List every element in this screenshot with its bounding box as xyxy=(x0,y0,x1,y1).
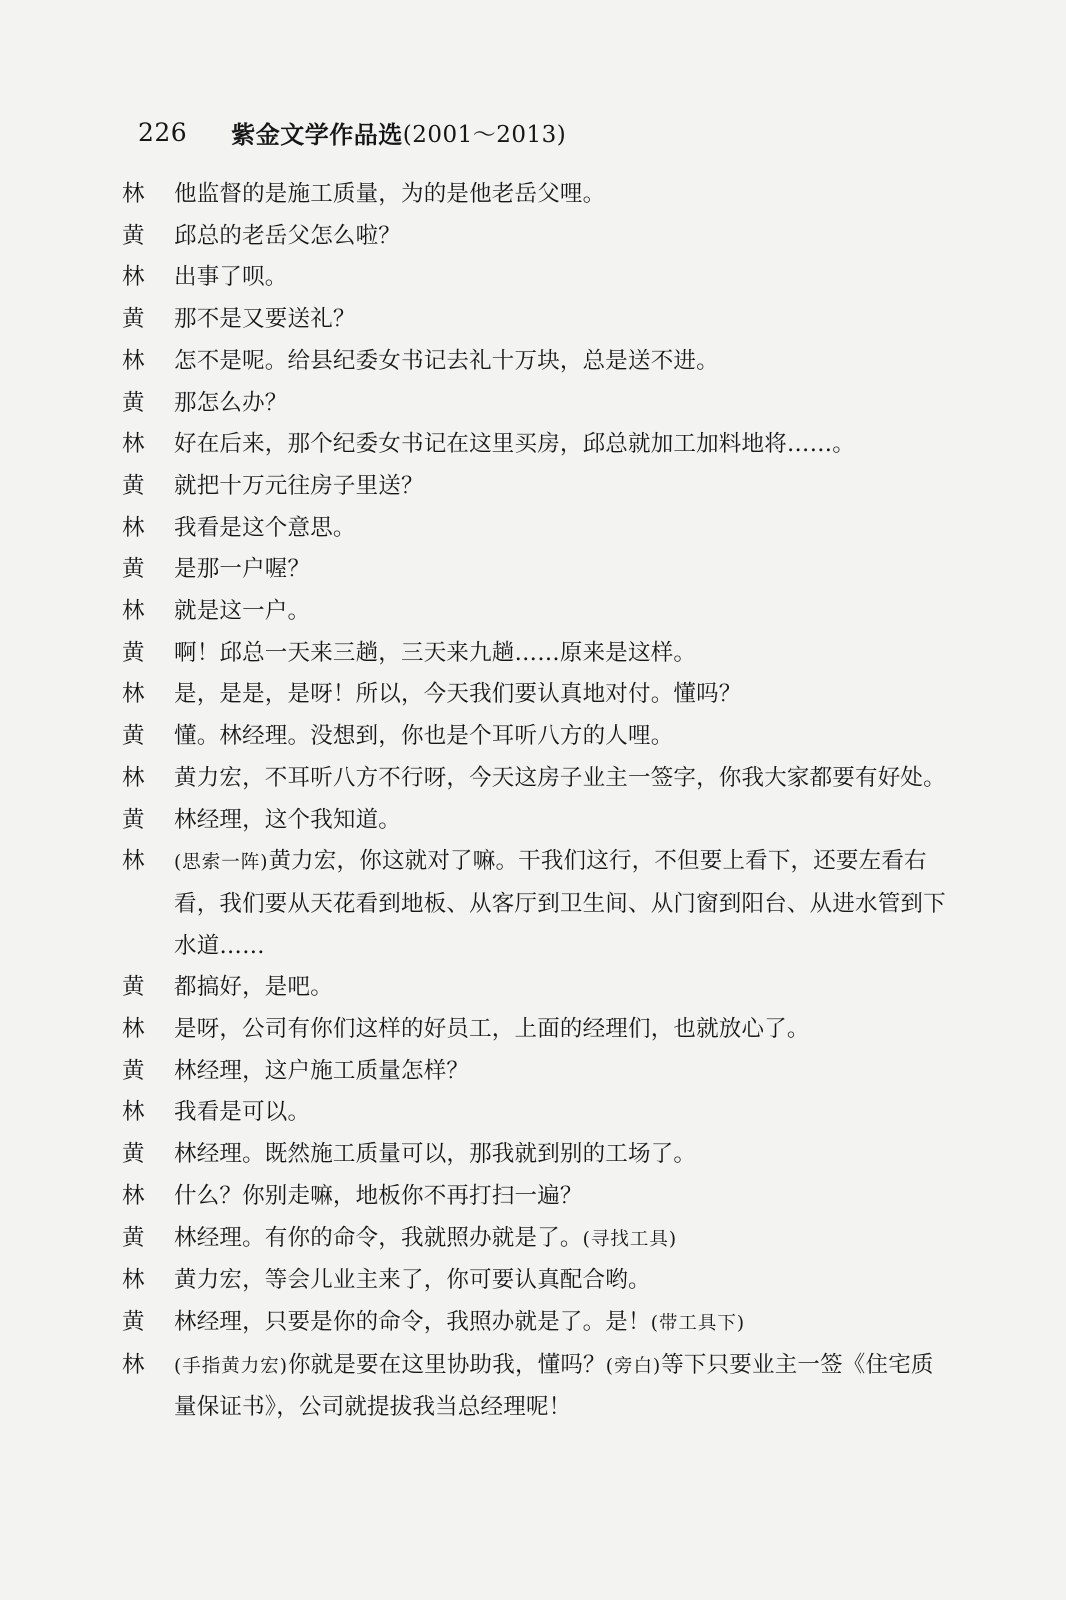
speaker-name: 黄 xyxy=(122,639,145,666)
dialogue-line xyxy=(122,1218,952,1261)
dialogue-body xyxy=(122,174,952,1429)
dialogue-line xyxy=(122,174,952,216)
speaker-name: 林 xyxy=(122,431,145,458)
dialogue-line xyxy=(122,800,952,842)
speech-text: 林经理。既然施工质量可以，那我就到别的工场了。 xyxy=(174,1141,697,1168)
dialogue-line xyxy=(122,633,952,675)
dialogue-line xyxy=(122,1302,952,1345)
speaker-name: 黄 xyxy=(122,306,145,333)
stage-direction: (带工具下) xyxy=(650,1312,746,1334)
speech-text: 什么？你别走嘛，地板你不再打扫一遍？ xyxy=(174,1182,583,1209)
dialogue-line xyxy=(122,967,952,1009)
dialogue-line xyxy=(122,341,952,383)
dialogue-line xyxy=(122,466,952,508)
dialogue-line xyxy=(122,1092,952,1134)
speaker-name: 林 xyxy=(122,681,145,708)
speaker-name: 林 xyxy=(122,1267,145,1294)
speaker-name: 黄 xyxy=(122,556,145,583)
dialogue-line xyxy=(122,383,952,425)
speech-text: 黄力宏，等会儿业主来了，你可要认真配合哟。 xyxy=(174,1267,651,1294)
speech-text: 我看是可以。 xyxy=(174,1099,311,1126)
page-number: 226 xyxy=(138,117,188,147)
speaker-name: 黄 xyxy=(122,472,145,499)
dialogue-line xyxy=(122,1260,952,1302)
speaker-name: 黄 xyxy=(122,1308,145,1335)
speech-text: 啊！邱总一天来三趟，三天来九趟……原来是这样。 xyxy=(174,639,697,666)
speaker-name: 林 xyxy=(122,1351,145,1378)
speech-block xyxy=(174,1345,952,1429)
dialogue-line xyxy=(122,1134,952,1176)
speech-text: 林经理，只要是你的命令，我照办就是了。是！ xyxy=(174,1308,651,1335)
book-years: (2001～2013) xyxy=(402,121,567,148)
speech-text: 等下只要业主一签《住宅质量保证书》，公司就提拔我当总经理呢！ xyxy=(174,1351,934,1421)
speech-text: 怎不是呢。给县纪委女书记去礼十万块，总是送不进。 xyxy=(174,347,719,374)
dialogue-line xyxy=(122,674,952,716)
speaker-name: 林 xyxy=(122,598,145,625)
speech-text: 就把十万元往房子里送？ xyxy=(174,472,424,499)
speech-text: 林经理，这户施工质量怎样？ xyxy=(174,1057,470,1084)
speaker-name: 黄 xyxy=(122,222,145,249)
speaker-name: 林 xyxy=(122,514,145,541)
speaker-name: 黄 xyxy=(122,1141,145,1168)
dialogue-line xyxy=(122,424,952,466)
stage-direction: (手指黄力宏) xyxy=(174,1355,288,1377)
dialogue-line xyxy=(122,1009,952,1051)
speech-text: 那不是又要送礼？ xyxy=(174,306,356,333)
dialogue-line xyxy=(122,1345,952,1429)
speech-text: 邱总的老岳父怎么啦？ xyxy=(174,222,402,249)
speaker-name: 黄 xyxy=(122,1057,145,1084)
speaker-name: 黄 xyxy=(122,1224,145,1251)
speech-text: 都搞好，是吧。 xyxy=(174,974,333,1001)
stage-direction: (旁白) xyxy=(605,1355,662,1377)
speech-text: 是那一户喔？ xyxy=(174,556,311,583)
running-head xyxy=(138,112,566,152)
speech-text: 黄力宏，不耳听八方不行呀，今天这房子业主一签字，你我大家都要有好处。 xyxy=(174,764,946,791)
speech-text: 出事了呗。 xyxy=(174,264,288,291)
speech-block xyxy=(174,1302,952,1345)
dialogue-line xyxy=(122,549,952,591)
speech-block xyxy=(174,841,952,967)
speech-text: 林经理，这个我知道。 xyxy=(174,806,402,833)
speech-text: 懂。林经理。没想到，你也是个耳听八方的人哩。 xyxy=(174,723,674,750)
speech-text: 你就是要在这里协助我，懂吗？ xyxy=(287,1351,606,1378)
speaker-name: 黄 xyxy=(122,806,145,833)
speech-text: 好在后来，那个纪委女书记在这里买房，邱总就加工加料地将……。 xyxy=(174,431,856,458)
speaker-name: 林 xyxy=(122,347,145,374)
speaker-name: 黄 xyxy=(122,974,145,1001)
speaker-name: 林 xyxy=(122,764,145,791)
speech-text: 我看是这个意思。 xyxy=(174,514,356,541)
speech-text: 是，是是，是呀！所以，今天我们要认真地对付。懂吗？ xyxy=(174,681,742,708)
dialogue-line xyxy=(122,716,952,758)
speech-text: 就是这一户。 xyxy=(174,598,311,625)
dialogue-line xyxy=(122,299,952,341)
dialogue-line xyxy=(122,508,952,550)
dialogue-line xyxy=(122,1051,952,1093)
speaker-name: 林 xyxy=(122,1182,145,1209)
speech-text: 那怎么办？ xyxy=(174,389,288,416)
speech-text: 黄力宏，你这就对了嘛。干我们这行，不但要上看下，还要左看右看，我们要从天花看到地板、从客厅到卫生间、从门窗到阳台、从进水管到下水道…… xyxy=(174,848,946,959)
dialogue-line xyxy=(122,591,952,633)
speech-text: 是呀，公司有你们这样的好员工，上面的经理们，也就放心了。 xyxy=(174,1016,810,1043)
dialogue-line xyxy=(122,257,952,299)
dialogue-line xyxy=(122,1176,952,1218)
speaker-name: 林 xyxy=(122,181,145,207)
speaker-name: 林 xyxy=(122,264,145,291)
stage-direction: (思索一阵) xyxy=(174,852,269,874)
book-title: 紫金文学作品选 xyxy=(231,120,403,149)
speaker-name: 林 xyxy=(122,848,145,875)
speech-text: 林经理。有你的命令，我就照办就是了。 xyxy=(174,1224,583,1251)
dialogue-line xyxy=(122,758,952,800)
speaker-name: 黄 xyxy=(122,389,145,416)
dialogue-line xyxy=(122,216,952,258)
speaker-name: 黄 xyxy=(122,723,145,750)
speech-text: 他监督的是施工质量，为的是他老岳父哩。 xyxy=(174,181,606,207)
speech-block xyxy=(174,1218,952,1261)
stage-direction: (寻找工具) xyxy=(582,1228,678,1250)
dialogue-line xyxy=(122,841,952,967)
speaker-name: 林 xyxy=(122,1016,145,1043)
speaker-name: 林 xyxy=(122,1099,145,1126)
